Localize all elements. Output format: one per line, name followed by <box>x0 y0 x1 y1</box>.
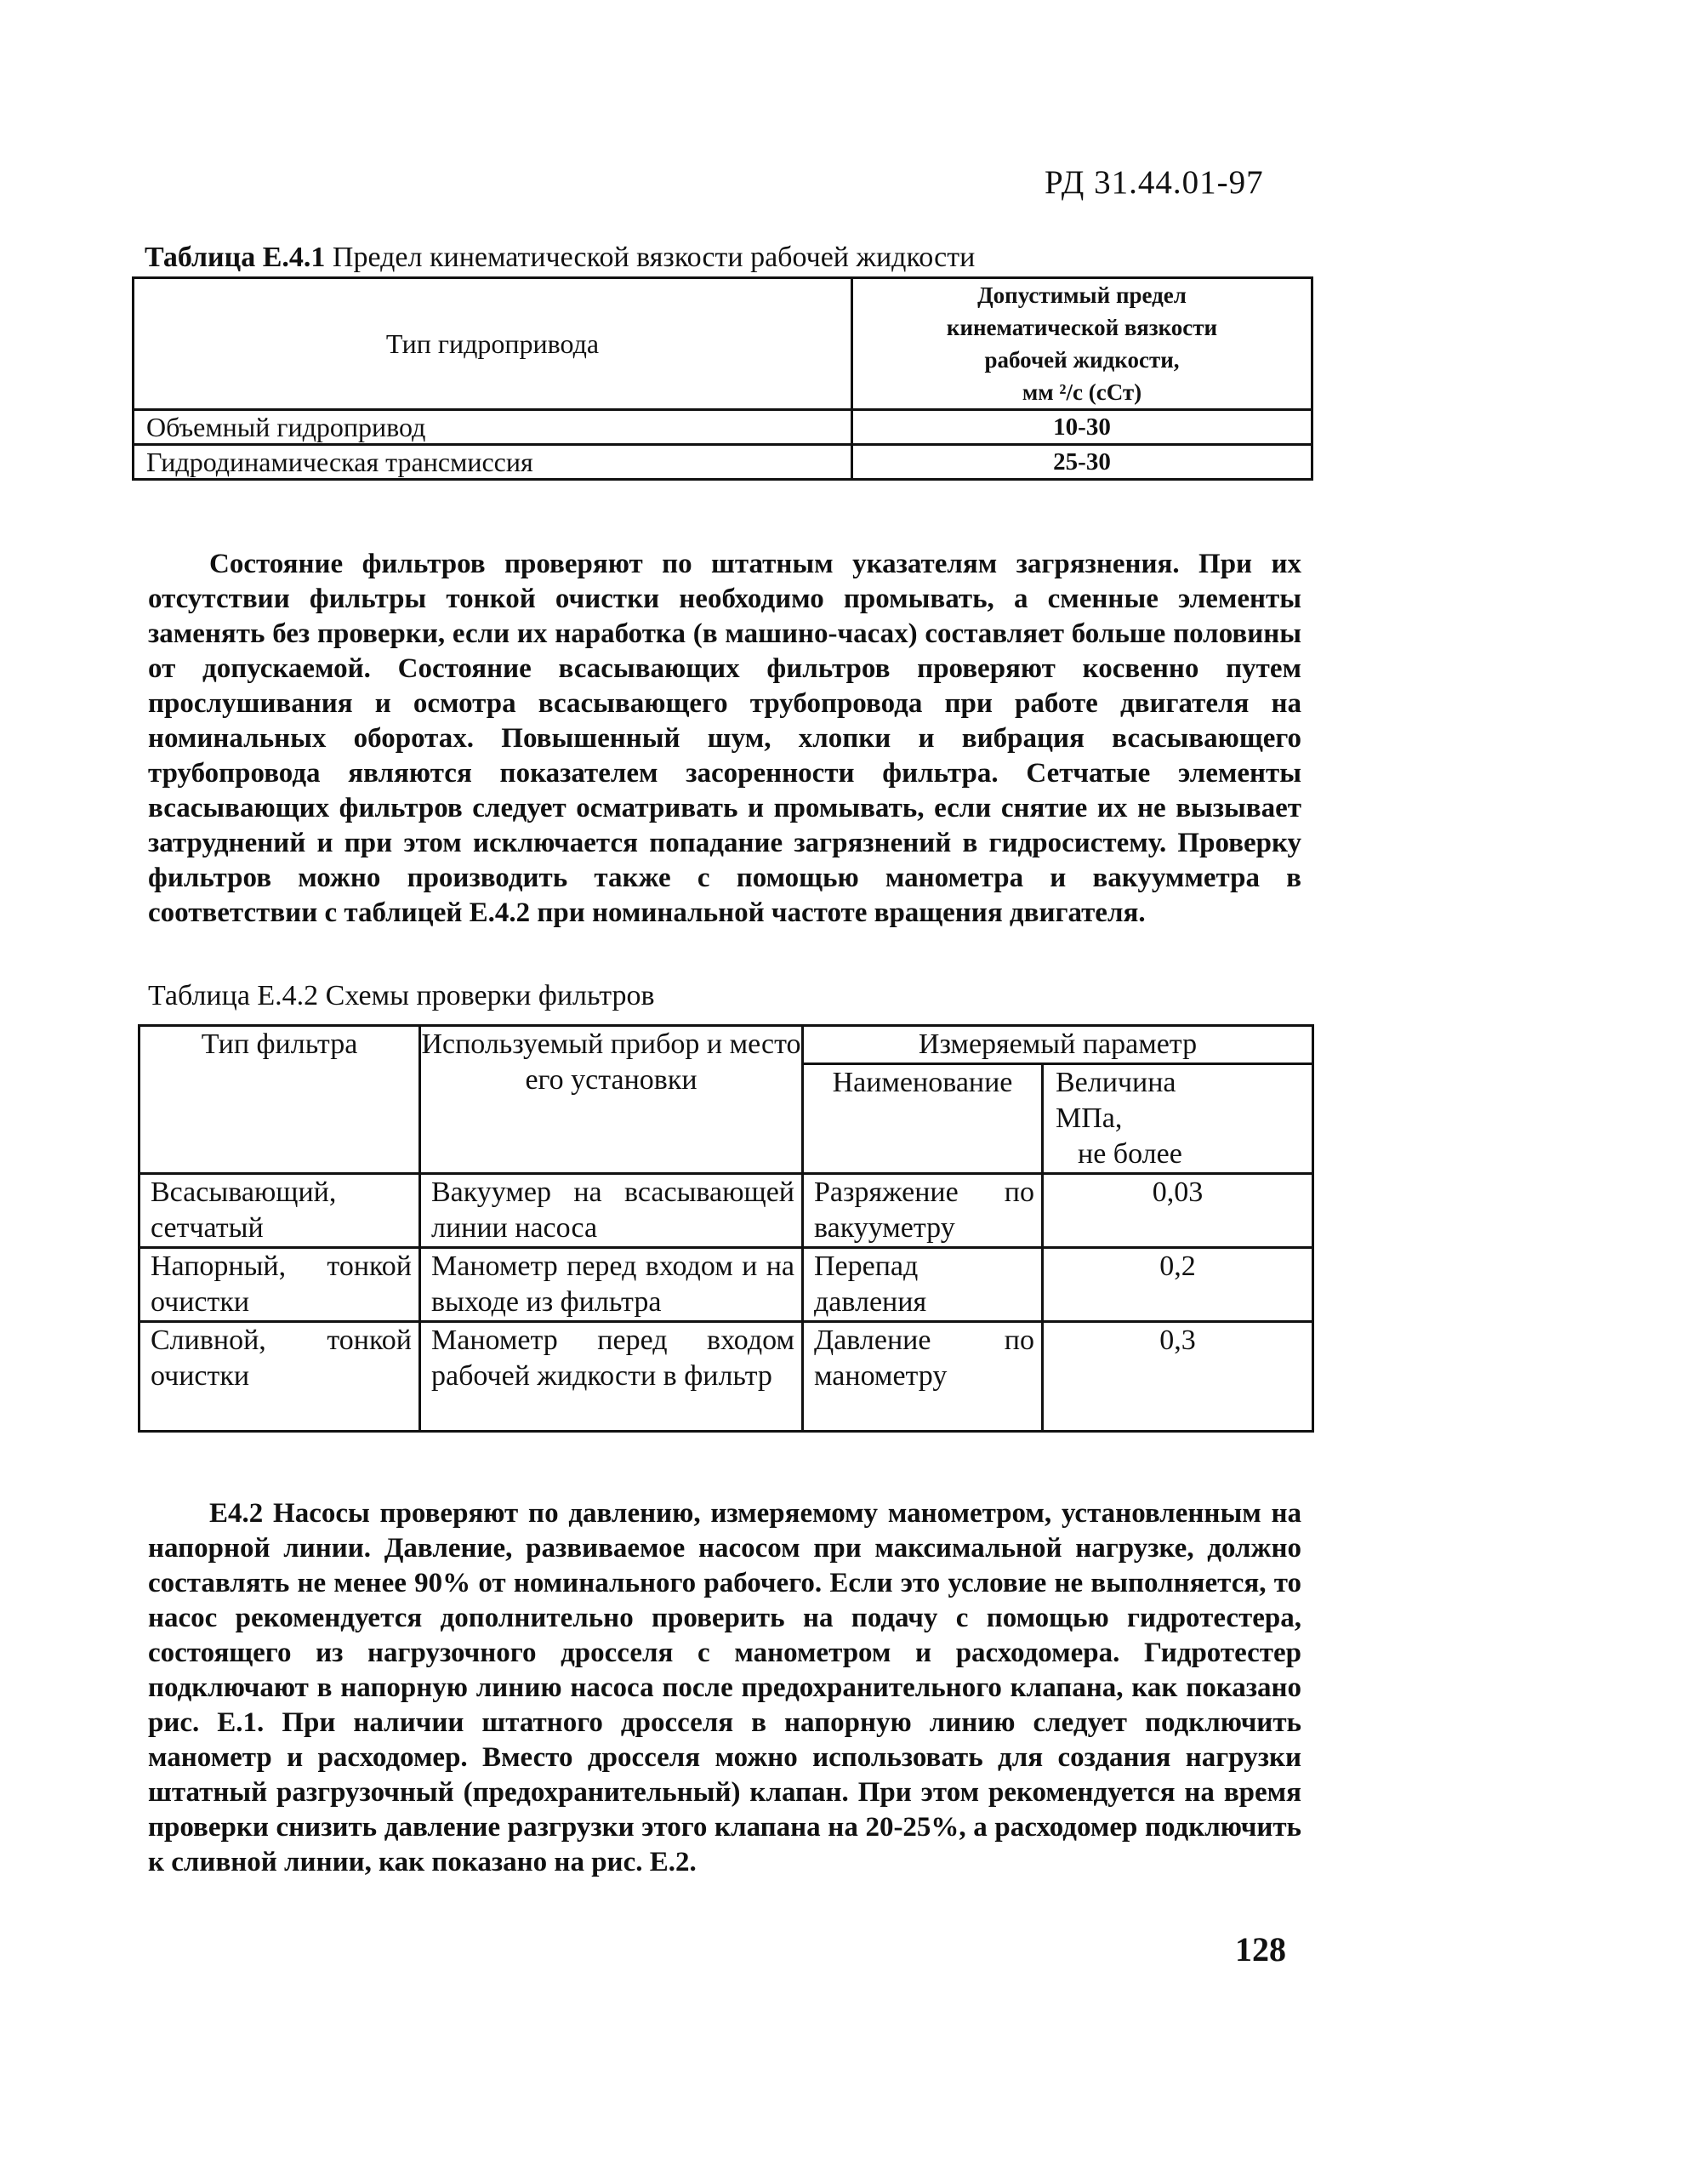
cell-parameter-value: 0,2 <box>1043 1248 1313 1322</box>
paragraph-filters: Состояние фильтров проверяют по штатным указателям загрязнения. При их отсутствии фильтры тонкой очистки необходимо промывать, а сменные элементы заменять без проверки, если их наработка (в машино-часах) составляет больше половины от допускаемой. Состояние всасывающих фильтров проверяют косвенно путем прослушивания и осмотра всасывающего трубопровода при работе двигателя на номинальных оборотах. Повышенный шум, хлопки и вибрация всасывающего трубопровода являются показателем засоренности фильтра. Сетчатые элементы всасывающих фильтров следует осматривать и промывать, если снятие их не вызывает затруднений и при этом исключается попадание загрязнений в гидросистему. Проверку фильтров можно производить также с помощью манометра и вакуумметра в соответствии с таблицей Е.4.2 при номинальной частоте вращения двигателя. <box>148 549 1301 928</box>
cell-filter-type: Напорный, тонкой очистки <box>139 1248 420 1322</box>
header-line: не более <box>1078 1138 1182 1170</box>
table-row <box>134 410 1312 445</box>
table1-caption-number: Таблица Е.4.1 <box>145 242 326 273</box>
header-line: МПа, <box>1056 1102 1123 1134</box>
cell-device: Вакуумер на всасывающей линии насоса <box>420 1174 803 1248</box>
cell-viscosity: 10-30 <box>852 410 1312 445</box>
cell-filter-type: Всасывающий, сетчатый <box>139 1174 420 1248</box>
column-header-value <box>1043 1064 1313 1174</box>
paragraph-pumps: Е4.2 Насосы проверяют по давлению, измеряемому манометром, установленным на напорной линии. Давление, развиваемое насосом при максимальной нагрузке, должно составлять не менее 90% от номинального рабочего. Если это условие не выполняется, то насос рекомендуется дополнительно проверить на подачу с помощью гидротестера, состоящего из нагрузочного дросселя с манометром и расходомера. Гидротестер подключают в напорную линию насоса после предохранительного клапана, как показано рис. Е.1. При наличии штатного дросселя в напорную линию следует подключить манометр и расходомер. Вместо дросселя можно использовать для создания нагрузки штатный разгрузочный (предохранительный) клапан. При этом рекомендуется на время проверки снизить давление разгрузки этого клапана на 20-25%, а расходомер подключить к сливной линии, как показано на рис. Е.2. <box>148 1498 1301 1877</box>
column-header-measured-parameter: Измеряемый параметр <box>803 1026 1313 1064</box>
table1-caption-title: Предел кинематической вязкости рабочей жидкости <box>332 242 976 273</box>
filter-check-table <box>138 1024 1314 1433</box>
cell-drive-type: Объемный гидропривод <box>134 410 852 445</box>
table-row <box>134 445 1312 480</box>
cell-device: Манометр перед входом и на выходе из фильтра <box>420 1248 803 1322</box>
cell-device: Манометр перед входом рабочей жидкости в фильтр <box>420 1322 803 1432</box>
cell-parameter-name: Давление по манометру <box>803 1322 1043 1432</box>
page-number: 128 <box>1235 1930 1286 1968</box>
cell-filter-type: Сливной, тонкой очистки <box>139 1322 420 1432</box>
document-code: РД 31.44.01-97 <box>1045 164 1264 201</box>
header-line: Величина <box>1056 1067 1176 1098</box>
header-line: мм ²/с (сСт) <box>1022 379 1142 405</box>
cell-viscosity: 25-30 <box>852 445 1312 480</box>
header-line: кинематической вязкости <box>946 315 1218 340</box>
table1-caption <box>145 242 975 274</box>
column-header-drive-type: Тип гидропривода <box>134 278 852 410</box>
table-row <box>139 1248 1313 1322</box>
table-header-row <box>134 278 1312 410</box>
cell-parameter-value: 0,03 <box>1043 1174 1313 1248</box>
column-header-viscosity <box>852 278 1312 410</box>
column-header-device: Используемый прибор и место его установки <box>420 1026 803 1174</box>
column-header-filter-type: Тип фильтра <box>139 1026 420 1174</box>
table-row <box>139 1322 1313 1432</box>
cell-drive-type: Гидродинамическая трансмиссия <box>134 445 852 480</box>
cell-parameter-name: Разряжение по вакууметру <box>803 1174 1043 1248</box>
table2-caption: Таблица Е.4.2 Схемы проверки фильтров <box>148 980 655 1011</box>
table-row <box>139 1174 1313 1248</box>
header-line: рабочей жидкости, <box>984 347 1180 373</box>
cell-parameter-name: Перепад давления <box>803 1248 1043 1322</box>
column-header-name: Наименование <box>803 1064 1043 1174</box>
table-header-row <box>139 1026 1313 1064</box>
cell-parameter-value: 0,3 <box>1043 1322 1313 1432</box>
viscosity-table <box>132 276 1313 481</box>
header-line: Допустимый предел <box>977 282 1187 308</box>
